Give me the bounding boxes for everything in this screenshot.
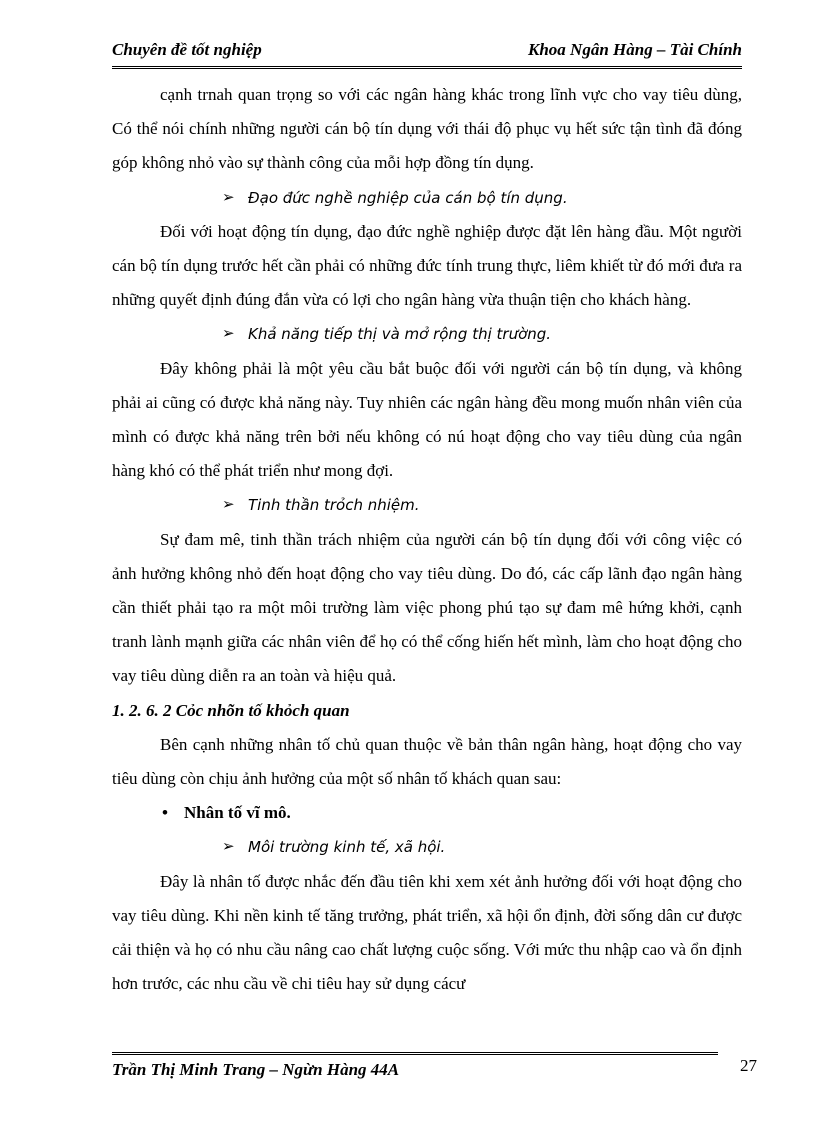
footer-author: Trần Thị Minh Trang – Ngừn Hàng 44A — [112, 1060, 400, 1079]
paragraph: Đây là nhân tố được nhắc đến đầu tiên khi xem xét ảnh hưởng đối với hoạt động cho vay tiêu dùng. Khi nền kinh tế tăng trưởng, phát triển, xã hội ổn định, đời sống dân cư được cải thiện và họ có nhu cầu nâng cao chất lượng cuộc sống. Với mức thu nhập cao và ổn định hơn trước, các nhu cầu về chi tiêu hay sử dụng cácư — [112, 871, 742, 994]
document-body — [112, 78, 742, 1001]
arrow-bullet-text: Môi trường kinh tế, xã hội. — [248, 838, 446, 857]
arrow-bullet-item — [112, 181, 742, 215]
footer-divider — [112, 1052, 718, 1055]
dot-bullet-text: Nhân tố vĩ mô. — [184, 803, 291, 823]
arrow-bullet-icon: ➢ — [222, 189, 235, 206]
paragraph: Đây không phải là một yêu cầu bắt buộc đối với người cán bộ tín dụng, và không phải ai cũng có được khả năng này. Tuy nhiên các ngân hàng đều mong muốn nhân viên của mình có được khả năng trên bởi nếu không có nú hoạt động cho vay tiêu dùng của ngân hàng khó có thể phát triển như mong đợi. — [112, 358, 742, 481]
dot-bullet-item — [112, 796, 742, 830]
arrow-bullet-item — [112, 317, 742, 351]
arrow-bullet-icon: ➢ — [222, 839, 235, 856]
paragraph: Đối với hoạt động tín dụng, đạo đức nghề nghiệp được đặt lên hàng đầu. Một người cán bộ tín dụng trước hết cần phải có những đức tính trung thực, liêm khiết từ đó mới đưa ra những quyết định đúng đắn vừa có lợi cho ngân hàng vừa thuận tiện cho khách hàng. — [112, 221, 742, 310]
arrow-bullet-text: Tinh thần trỏch nhiệm. — [248, 496, 420, 515]
arrow-bullet-icon: ➢ — [222, 326, 235, 343]
paragraph: cạnh trnah quan trọng so với các ngân hàng khác trong lĩnh vực cho vay tiêu dùng, Có thể nói chính những người cán bộ tín dụng với thái độ phục vụ hết sức tận tình đã đóng góp không nhỏ vào sự thành công của mỗi hợp đồng tín dụng. — [112, 85, 742, 173]
arrow-bullet-item — [112, 830, 742, 864]
arrow-bullet-text: Khả năng tiếp thị và mở rộng thị trường. — [248, 325, 552, 344]
arrow-bullet-text: Đạo đức nghề nghiệp của cán bộ tín dụng. — [248, 188, 568, 207]
header-left-title: Chuyên đề tốt nghiệp — [112, 40, 262, 59]
page-header — [112, 40, 742, 66]
header-right-title: Khoa Ngân Hàng – Tài Chính — [528, 40, 742, 59]
header-divider — [112, 66, 742, 69]
dot-bullet-icon: • — [162, 803, 168, 823]
paragraph: Sự đam mê, tinh thần trách nhiệm của người cán bộ tín dụng đối với công việc có ảnh hưởng không nhỏ đến hoạt động cho vay tiêu dùng. Do đó, các cấp lãnh đạo ngân hàng cần thiết phải tạo ra một môi trường làm việc phong phú tạo sự đam mê hứng khởi, cạnh tranh lành mạnh giữa các nhân viên để họ có thể cống hiến hết mình, làm cho hoạt động cho vay tiêu dùng diễn ra an toàn và hiệu quả. — [112, 529, 742, 686]
section-heading: 1. 2. 6. 2 Cỏc nhõn tố khỏch quan — [112, 700, 350, 720]
arrow-bullet-icon: ➢ — [222, 497, 235, 514]
page-number: 27 — [740, 1056, 757, 1075]
arrow-bullet-item — [112, 488, 742, 522]
paragraph: Bên cạnh những nhân tố chủ quan thuộc về bản thân ngân hàng, hoạt động cho vay tiêu dùng còn chịu ảnh hưởng của một số nhân tố khách quan sau: — [112, 734, 742, 789]
